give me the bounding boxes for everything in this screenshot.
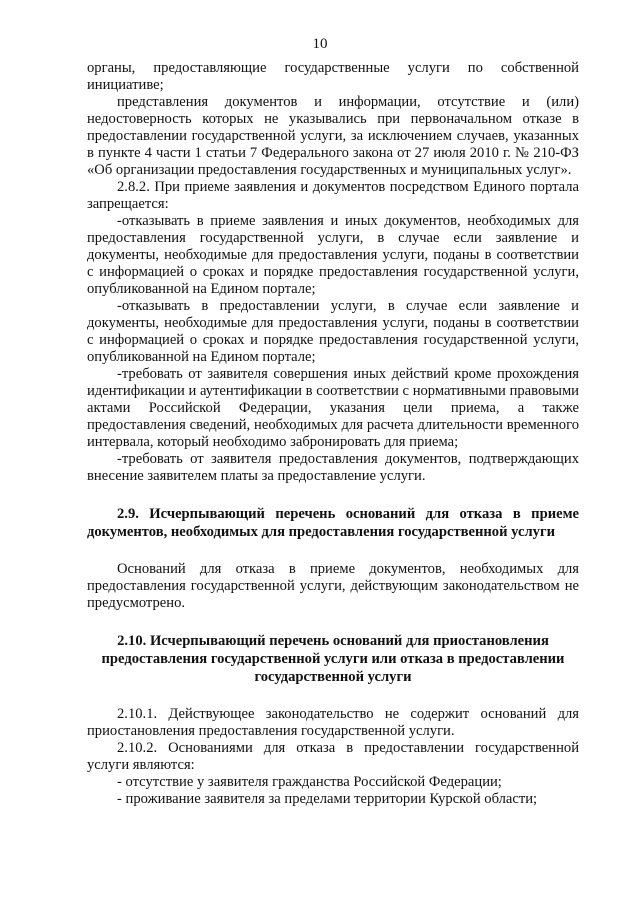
list-item: - проживание заявителя за пределами территории Курской области; bbox=[117, 791, 538, 807]
paragraph: Оснований для отказа в приеме документов, необходимых для предоставления государственной услуги, действующим законодательством не предусмотрено. bbox=[87, 561, 579, 611]
section-heading-2-9: 2.9. Исчерпывающий перечень оснований для отказа в приеме документов, необходимых для предоставления государственной услуги bbox=[87, 506, 579, 540]
paragraph: органы, предоставляющие государственные услуги по собственной инициативе; bbox=[87, 60, 579, 93]
section-heading-2-10: 2.10. Исчерпывающий перечень оснований для приостановления предоставления государственной услуги или отказа в предоставлении государственной услуги bbox=[101, 633, 565, 685]
paragraph: 2.10.2. Основаниями для отказа в предоставлении государственной услуги являются: bbox=[87, 740, 579, 773]
paragraph: 2.8.2. При приеме заявления и документов посредством Единого портала запрещается: bbox=[87, 179, 579, 212]
paragraph: -отказывать в предоставлении услуги, в случае если заявление и документы, необходимые для предоставления услуги, поданы в соответствии с информацией о сроках и порядке предоставления государственной услуги, опубликованной на Едином портале; bbox=[87, 298, 579, 365]
paragraph: -требовать от заявителя предоставления документов, подтверждающих внесение заявителем платы за предоставление услуги. bbox=[87, 451, 579, 484]
paragraph: представления документов и информации, отсутствие и (или) недостоверность которых не указывались при первоначальном отказе в предоставлении государственной услуги, за исключением случаев, указанных в пункте 4 части 1 статьи 7 Федерального закона от 27 июля 2010 г. № 210-ФЗ «Об организации предоставления государственных и муниципальных услуг». bbox=[87, 94, 579, 178]
paragraph: -отказывать в приеме заявления и иных документов, необходимых для предоставления государственной услуги, в случае если заявление и документы, необходимые для предоставления услуги, поданы в соответствии с информацией о сроках и порядке предоставления государственной услуги, опубликованной на Едином портале; bbox=[87, 213, 579, 297]
page-number: 10 bbox=[312, 36, 328, 52]
paragraph: -требовать от заявителя совершения иных действий кроме прохождения идентификации и аутентификации в соответствии с нормативными правовыми актами Российской Федерации, указания цели приема, а также предоставления сведений, необходимых для расчета длительности временного интервала, который необходимо забронировать для приема; bbox=[87, 366, 579, 450]
paragraph: 2.10.1. Действующее законодательство не содержит оснований для приостановления предоставления государственной услуги. bbox=[87, 706, 579, 739]
document-body bbox=[87, 60, 579, 808]
list-item: - отсутствие у заявителя гражданства Российской Федерации; bbox=[117, 774, 502, 790]
